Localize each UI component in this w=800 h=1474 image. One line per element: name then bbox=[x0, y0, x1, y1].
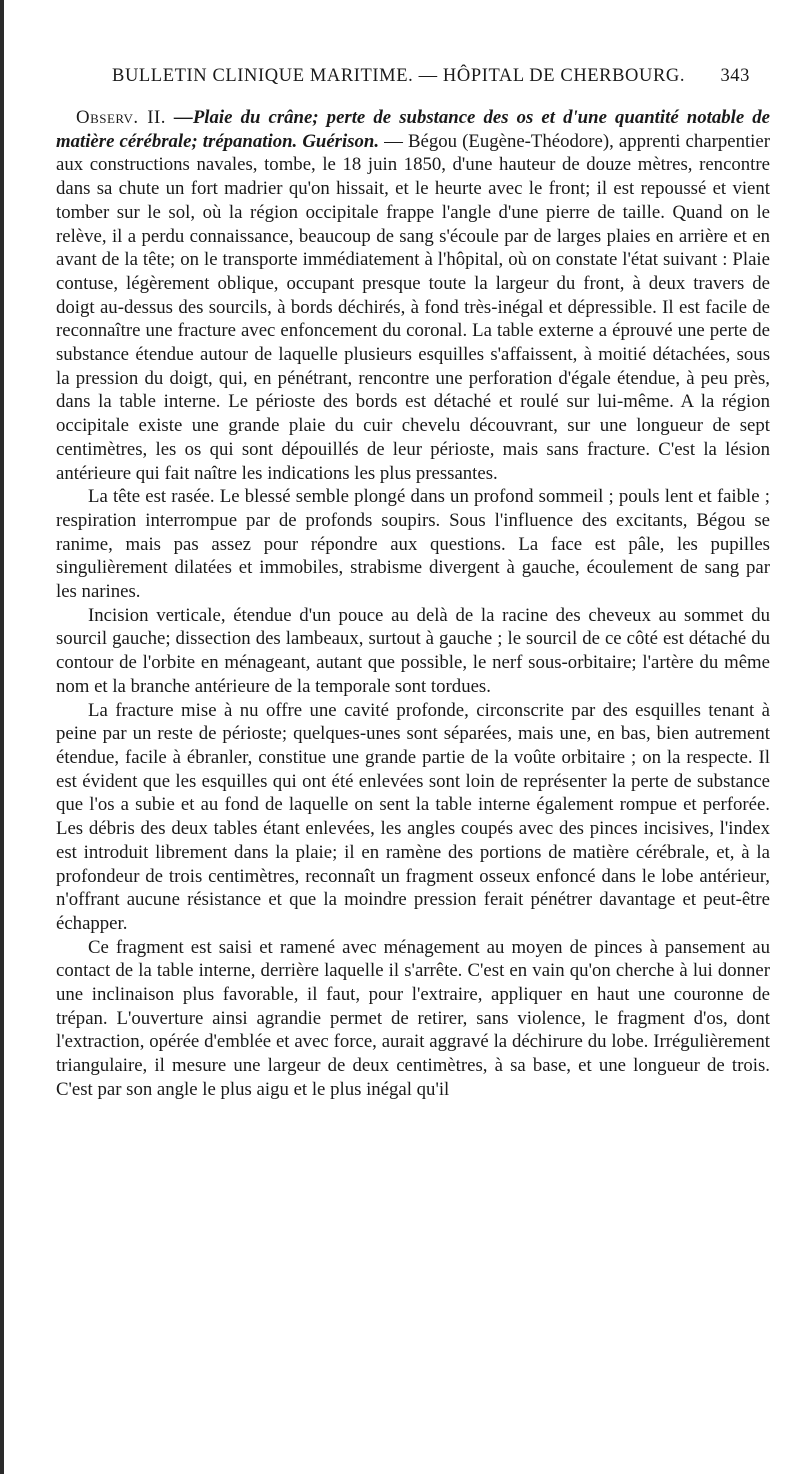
observation-intro: — Bégou (Eugène-Théodore), apprenti charpentier aux constructions navales, tombe, le 18 juin 1850, d'une hauteur de douze mètres, rencontre dans sa chute un fort madrier qu'on hissait, et le heurte avec le front; il est repoussé et vient tomber sur le sol, où la région occipitale frappe l'angle d'une pierre de taille. Quand on le relève, il a perdu connaissance, beaucoup de sang s'écoule par de larges plaies en arrière et en avant de la tête; on le transporte immédiatement à l'hôpital, où on constate l'état suivant : Plaie contuse, légèrement oblique, occupant presque toute la largeur du front, à deux travers de doigt au-dessus des sourcils, à bords déchirés, à fond très-inégal et dépressible. Il est facile de reconnaître une fracture avec enfoncement du coronal. La table externe a éprouvé une perte de substance étendue autour de laquelle plusieurs esquilles s'affaissent, à moitié détachées, sous la pression du doigt, qui, en pénétrant, rencontre une perforation d'égale étendue, à peu près, dans la table interne. Le périoste des bords est détaché et roulé sur lui-même. A la région occipitale existe une grande plaie du cuir chevelu découvrant, sur une longueur de sept centimètres, les os qui sont dépouillés de leur périoste, mais sans fracture. C'est la lésion antérieure qui fait naître les indications les plus pressantes. bbox=[56, 130, 770, 484]
paragraph-3: La fracture mise à nu offre une cavité profonde, circonscrite par des esquilles tenant à peine par un reste de périoste; quelques-unes sont séparées, mais une, en bas, bien autrement étendue, facile à ébranler, constitue une grande partie de la voûte orbitaire ; on la respecte. Il est évident que les esquilles qui ont été enlevées sont loin de représenter la perte de substance que l'os a subie et au fond de laquelle on sent la table interne également rompue et perforée. Les débris des deux tables étant enlevées, les angles coupés avec des pinces incisives, l'index est introduit librement dans la plaie; il en ramène des portions de matière cérébrale, et, à la profondeur de trois centimètres, reconnaît un fragment osseux enfoncé dans le lobe antérieur, n'offrant aucune résistance et que la moindre pression ferait pénétrer davantage et peut-être échapper. bbox=[56, 699, 770, 934]
paragraph-1: La tête est rasée. Le blessé semble plongé dans un profond sommeil ; pouls lent et faible ; respiration interrompue par de profonds soupirs. Sous l'influence des excitants, Bégou se ranime, mais pas assez pour répondre aux questions. La face est pâle, les pupilles singulièrement dilatées et immobiles, strabisme divergent à gauche, écoulement de sang par les narines. bbox=[56, 486, 770, 603]
body-text bbox=[56, 106, 770, 1102]
running-header bbox=[112, 66, 750, 87]
page-edge-shadow bbox=[0, 0, 4, 1474]
observation-paragraph bbox=[56, 106, 770, 485]
running-title: BULLETIN CLINIQUE MARITIME. — HÔPITAL DE CHERBOURG. bbox=[112, 66, 686, 86]
page-number: 343 bbox=[720, 66, 750, 86]
observation-label: Observ. II. bbox=[76, 107, 166, 128]
observation-title: —Plaie du crâne; perte de substance des os et d'une quantité notable de matière cérébrale; trépanation. Guérison. bbox=[56, 107, 770, 152]
paragraph-2: Incision verticale, étendue d'un pouce au delà de la racine des cheveux au sommet du sourcil gauche; dissection des lambeaux, surtout à gauche ; le sourcil de ce côté est détaché du contour de l'orbite en ménageant, autant que possible, le nerf sous-orbitaire; l'artère du même nom et la branche antérieure de la temporale sont tordues. bbox=[56, 604, 770, 697]
paragraph-4: Ce fragment est saisi et ramené avec ménagement au moyen de pinces à pansement au contact de la table interne, derrière laquelle il s'arrête. C'est en vain qu'on cherche à lui donner une inclinaison plus favorable, il faut, pour l'extraire, appliquer en haut une couronne de trépan. L'ouverture ainsi agrandie permet de retirer, sans violence, le fragment d'os, dont l'extraction, opérée d'emblée et avec force, aurait aggravé la déchirure du lobe. Irrégulièrement triangulaire, il mesure une largeur de deux centimètres, à sa base, et une longueur de trois. C'est par son angle le plus aigu et le plus inégal qu'il bbox=[56, 936, 770, 1100]
